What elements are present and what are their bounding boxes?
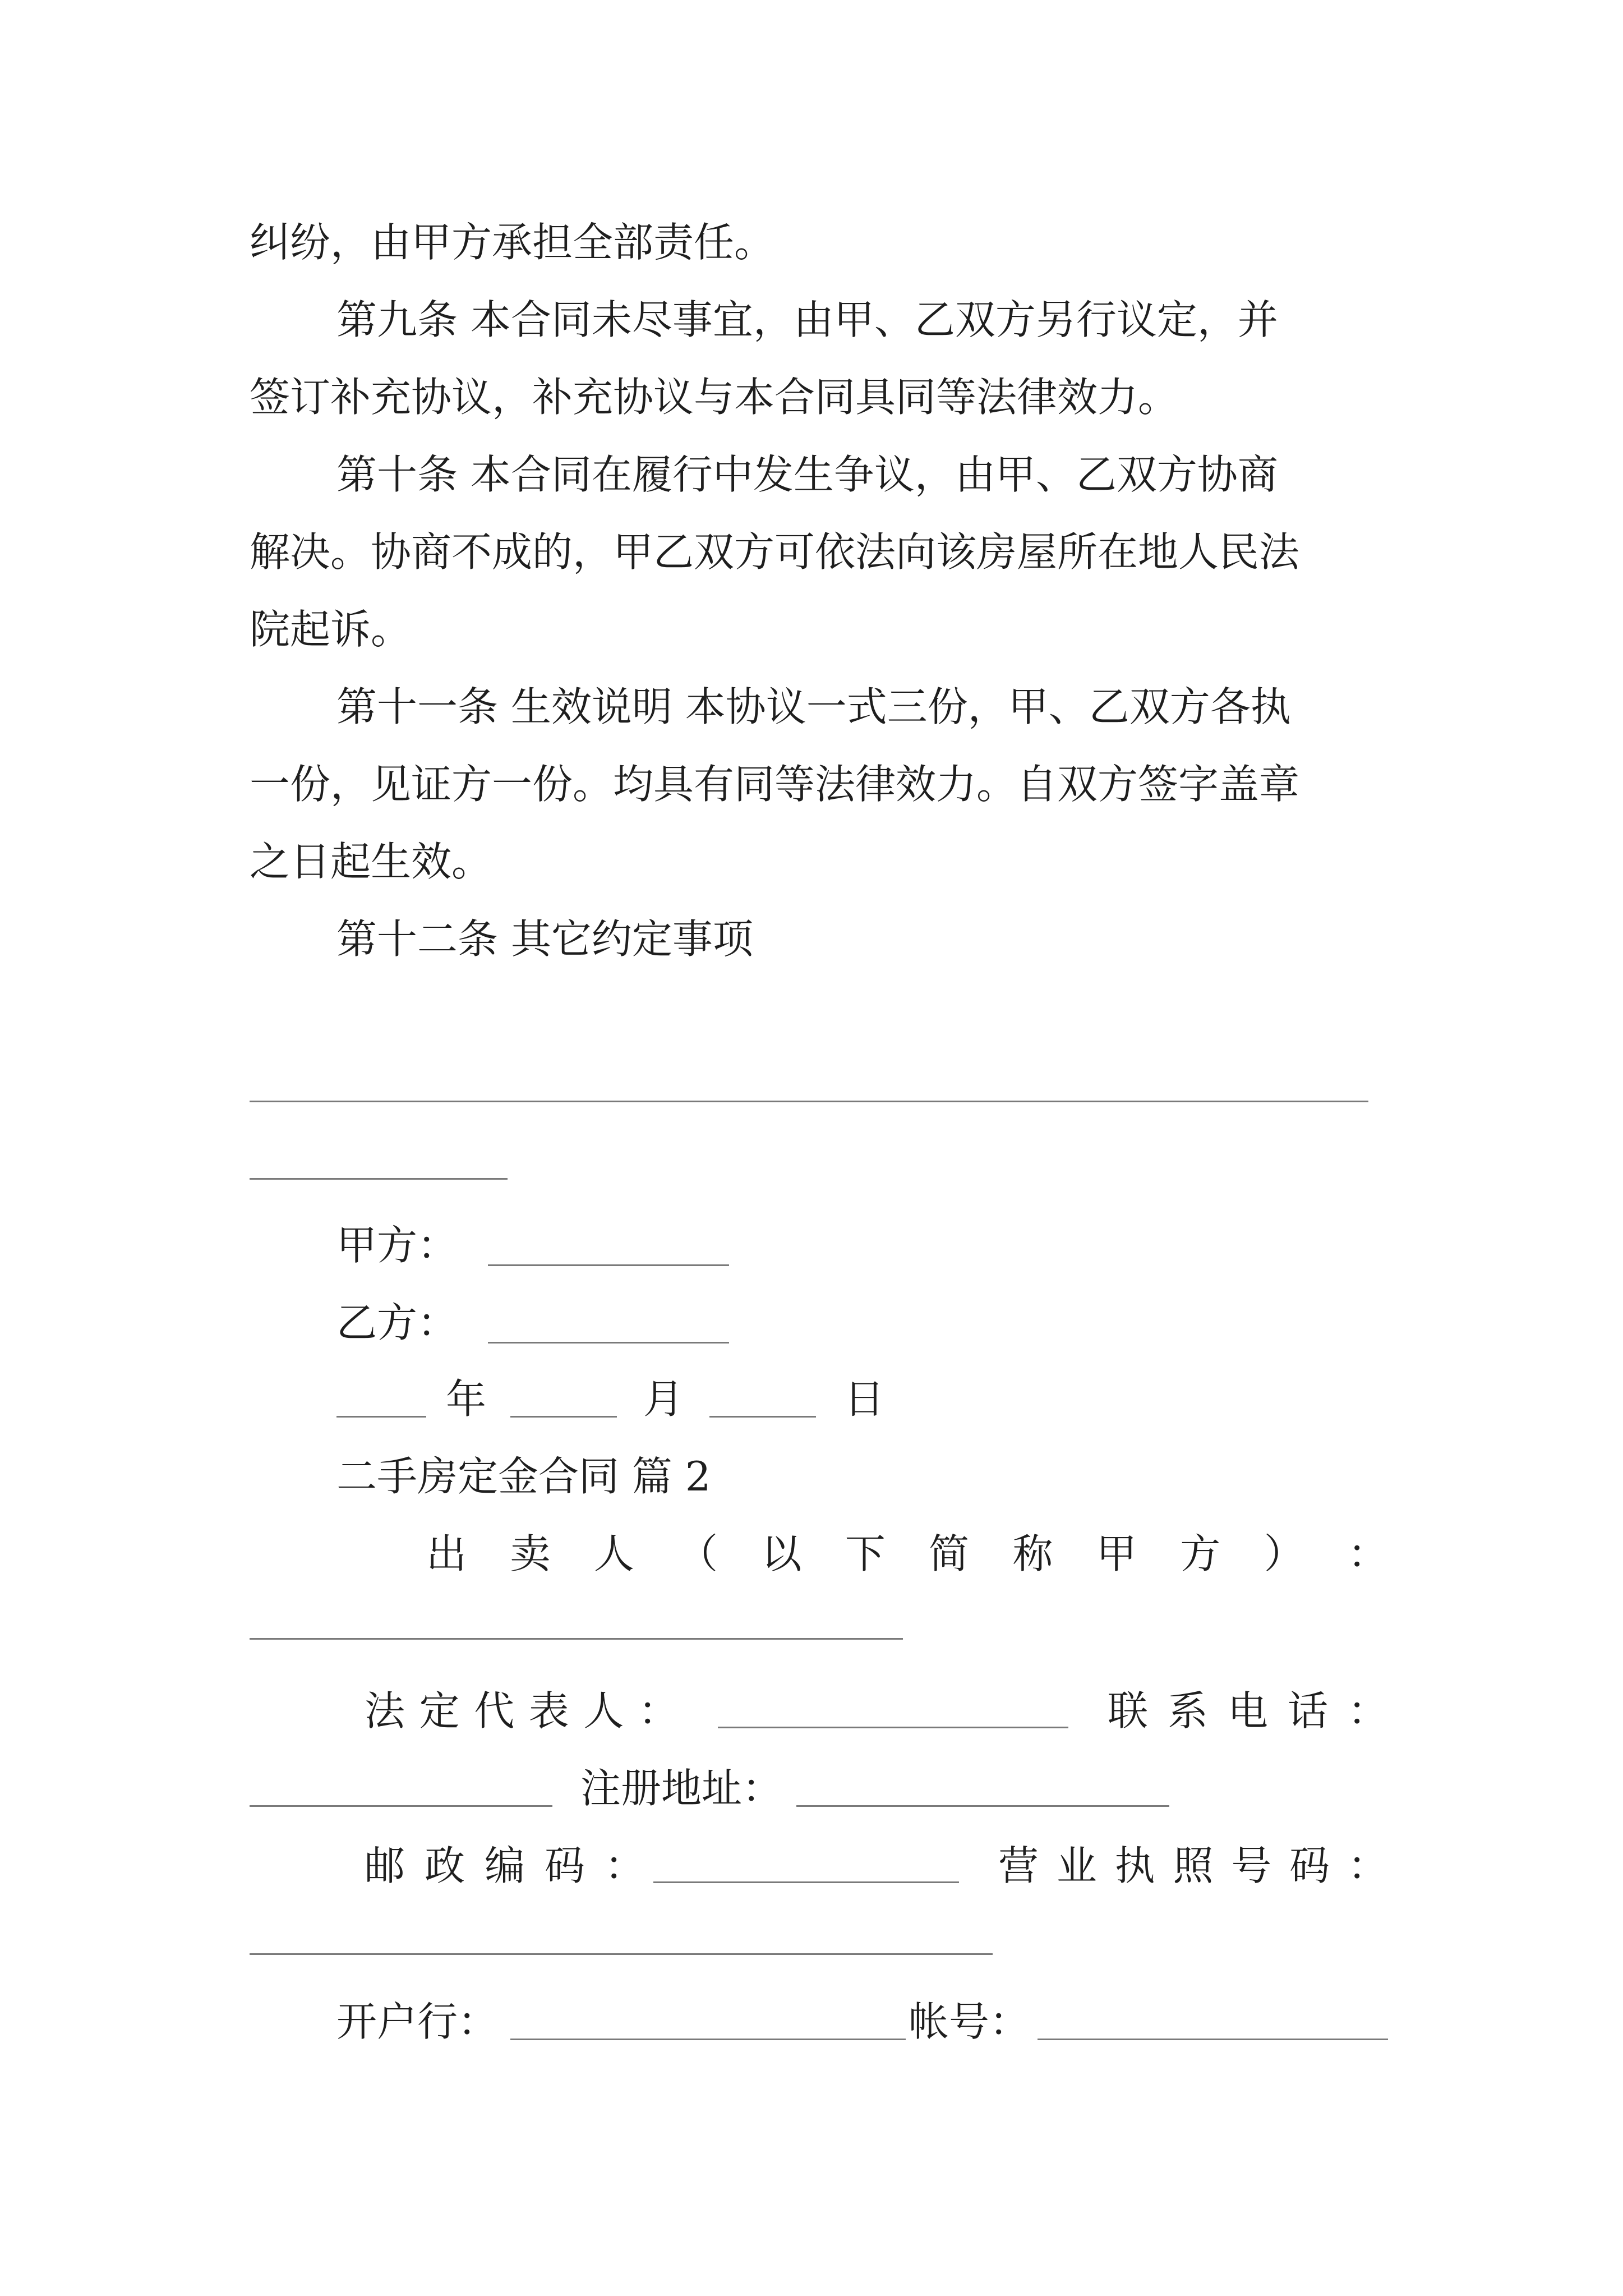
- bank-blank: [510, 2039, 906, 2040]
- label-char: 业: [1056, 1842, 1097, 1889]
- label-char: 联: [1108, 1687, 1149, 1734]
- label-char: ：: [1347, 1687, 1388, 1734]
- label-char: 号: [1231, 1842, 1272, 1889]
- seller-char: 下: [845, 1530, 886, 1577]
- account-blank: [1038, 2039, 1388, 2040]
- section-title: 二手房定金合同 篇 2: [336, 1453, 711, 1500]
- seller-char: 出: [426, 1530, 467, 1577]
- phone-blank: [250, 1805, 552, 1807]
- postcode-label: [365, 1832, 645, 1899]
- label-char: 法: [365, 1687, 405, 1734]
- article-10-line-3: 院起诉。: [250, 606, 412, 653]
- seller-row: [426, 1520, 1388, 1588]
- party-a-row: [336, 1212, 897, 1279]
- article-11-line-2: 一份，见证方一份。均具有同等法律效力。自双方签字盖章: [250, 761, 1300, 808]
- label-char: 照: [1173, 1842, 1214, 1889]
- party-a-label: 甲方：: [336, 1222, 458, 1269]
- account-label: 帐号：: [909, 1998, 1030, 2045]
- label-char: 人: [583, 1687, 624, 1734]
- bank-label: 开户行：: [336, 1998, 499, 2045]
- seller-char: 以: [761, 1530, 802, 1577]
- seller-blank: [250, 1638, 903, 1640]
- month-label: 月: [643, 1375, 684, 1423]
- legal-rep-blank: [718, 1727, 1068, 1728]
- label-char: 电: [1227, 1687, 1268, 1734]
- article-11-line-3: 之日起生效。: [250, 838, 492, 885]
- seller-char: 甲: [1096, 1530, 1137, 1577]
- seller-char: 简: [929, 1530, 970, 1577]
- article-10-line-2: 解决。协商不成的，甲乙双方可依法向该房屋所在地人民法: [250, 528, 1300, 576]
- label-char: 码: [1289, 1842, 1330, 1889]
- license-blank: [250, 1953, 993, 1955]
- article-12-heading: 第十二条 其它约定事项: [336, 915, 753, 963]
- label-char: 定: [419, 1687, 460, 1734]
- month-blank: [510, 1416, 617, 1418]
- party-a-signature-line: [488, 1264, 729, 1266]
- label-char: 编: [484, 1842, 525, 1889]
- reg-address-label: 注册地址：: [580, 1765, 783, 1812]
- party-b-label: 乙方：: [336, 1299, 458, 1346]
- party-b-signature-line: [488, 1342, 729, 1343]
- seller-char: 卖: [510, 1530, 551, 1577]
- license-label: [998, 1832, 1388, 1899]
- day-label: 日: [844, 1375, 885, 1423]
- paragraph-line: 纠纷，由甲方承担全部责任。: [250, 219, 775, 266]
- year-blank: [336, 1416, 426, 1418]
- label-char: 代: [474, 1687, 515, 1734]
- label-char: 政: [424, 1842, 465, 1889]
- seller-char: （: [677, 1530, 718, 1577]
- article-10-line-1: 第十条 本合同在履行中发生争议，由甲、乙双方协商: [336, 451, 1278, 498]
- label-char: ：: [604, 1842, 645, 1889]
- postcode-blank: [653, 1881, 959, 1883]
- party-b-row: [336, 1289, 897, 1356]
- year-label: 年: [446, 1375, 487, 1423]
- seller-char: 称: [1012, 1530, 1053, 1577]
- label-char: 话: [1287, 1687, 1328, 1734]
- seller-char: ：: [1347, 1530, 1388, 1577]
- day-blank: [709, 1416, 816, 1418]
- seller-char: 方: [1180, 1530, 1221, 1577]
- article-11-line-1: 第十一条 生效说明 本协议一式三份，甲、乙双方各执: [336, 683, 1291, 730]
- legal-rep-label: [365, 1677, 679, 1745]
- reg-address-blank: [796, 1805, 1169, 1807]
- article-9-line-1: 第九条 本合同未尽事宜，由甲、乙双方另行议定，并: [336, 296, 1278, 343]
- label-char: 系: [1167, 1687, 1208, 1734]
- label-char: 营: [998, 1842, 1039, 1889]
- phone-label: [1108, 1677, 1388, 1745]
- blank-line: [250, 1101, 1368, 1102]
- label-char: 码: [544, 1842, 585, 1889]
- label-char: ：: [1347, 1842, 1388, 1889]
- seller-char: 人: [593, 1530, 634, 1577]
- seller-char: ）: [1264, 1530, 1304, 1577]
- article-9-line-2: 签订补充协议，补充协议与本合同具同等法律效力。: [250, 374, 1179, 421]
- label-char: 执: [1114, 1842, 1155, 1889]
- label-char: ：: [638, 1687, 679, 1734]
- blank-line: [250, 1178, 508, 1180]
- label-char: 邮: [365, 1842, 405, 1889]
- label-char: 表: [528, 1687, 569, 1734]
